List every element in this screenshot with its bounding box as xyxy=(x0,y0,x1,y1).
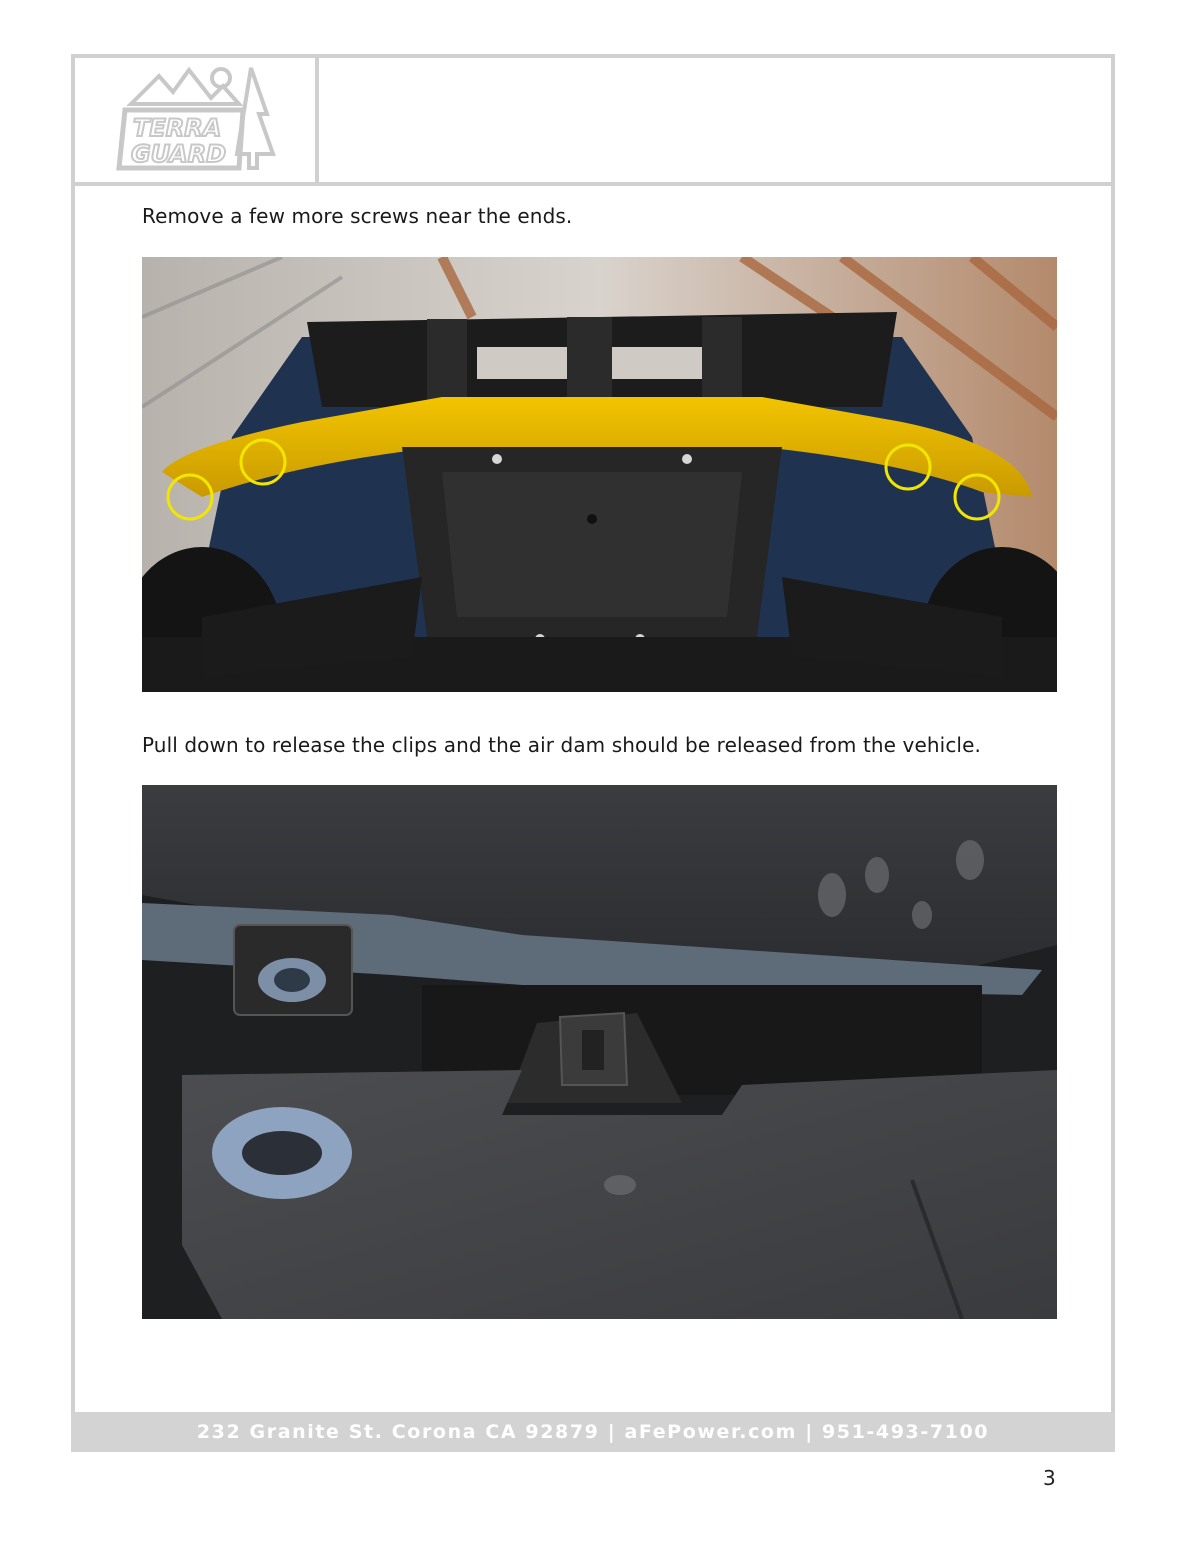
terraguard-logo xyxy=(111,64,281,176)
logo-text-line1: TERRA xyxy=(133,114,222,142)
logo-text-line2: GUARD xyxy=(131,140,227,168)
header-row xyxy=(75,58,1111,186)
photo-bumper-underside xyxy=(142,257,1057,692)
page-number: 3 xyxy=(1043,1466,1056,1490)
logo-cell xyxy=(75,58,319,182)
step-caption-1: Remove a few more screws near the ends. xyxy=(142,204,573,228)
step-caption-2: Pull down to release the clips and the air dam should be released from the vehicle. xyxy=(142,733,981,757)
photo-clip-closeup xyxy=(142,785,1057,1319)
footer-bar xyxy=(71,1412,1115,1452)
footer-contact-text: 232 Granite St. Corona CA 92879 | aFePower.com | 951-493-7100 xyxy=(196,1421,990,1443)
